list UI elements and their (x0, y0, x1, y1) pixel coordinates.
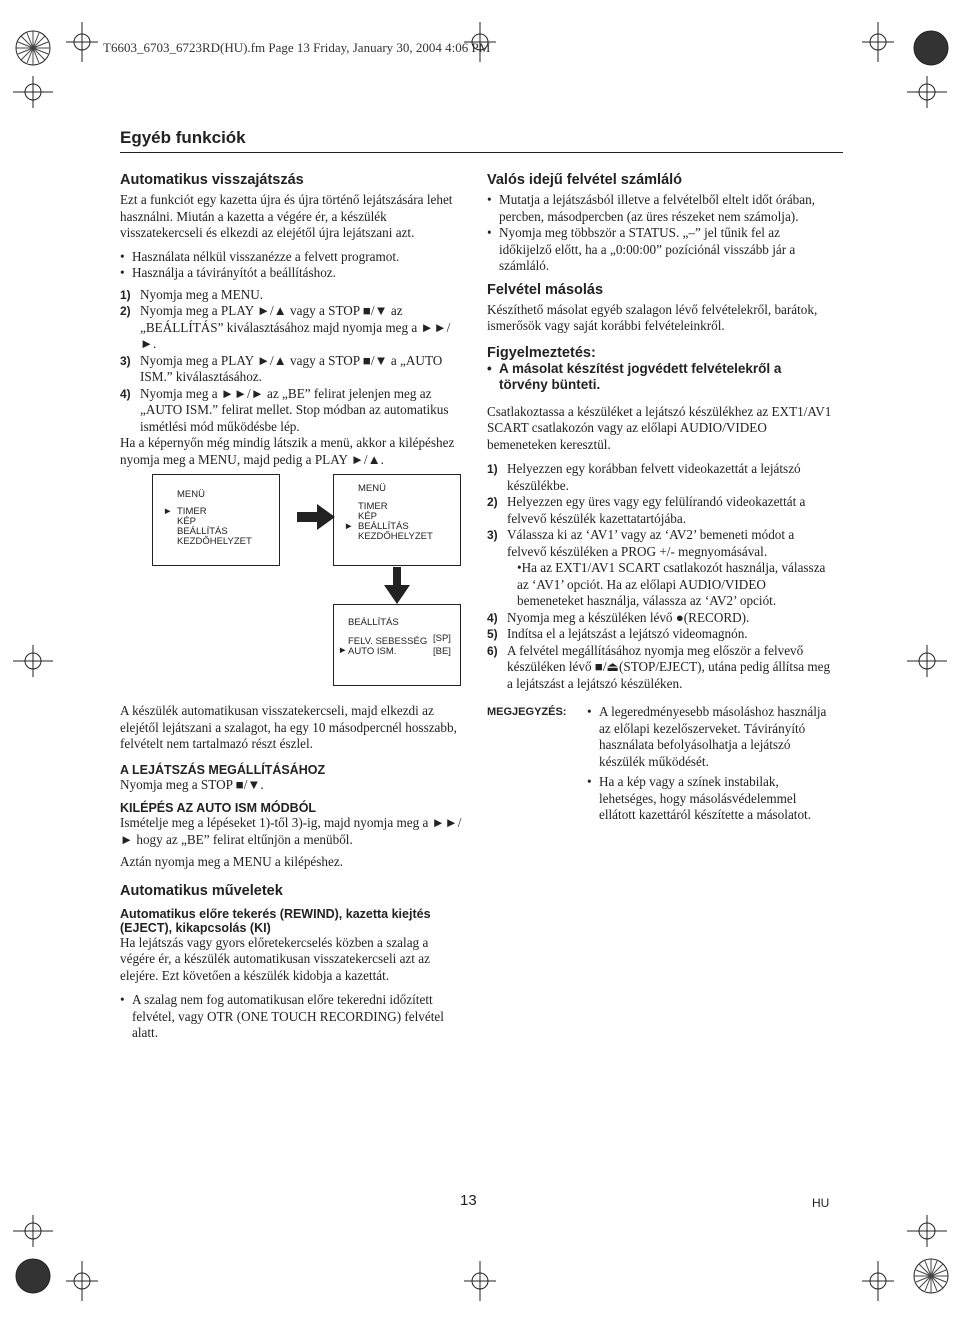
exit-title: KILÉPÉS AZ AUTO ISM MÓDBÓL (120, 801, 317, 815)
menu-screen-1 (152, 474, 280, 566)
note-item: • A legeredményesebb másoláshoz használja az előlapi kezelőszerveket. Távirányító használata befolyásolhatja a lejátszó készülék működését. (587, 704, 827, 769)
auto-rewind-title: Automatikus előre tekerés (REWIND), kazetta kiejtés (EJECT), kikapcsolás (KI) (120, 906, 431, 935)
stop-text: Nyomja meg a STOP ■/▼. (120, 776, 264, 792)
note-item: • Ha a kép vagy a színek instabilak, lehetséges, hogy másolásvédelemmel ellátott kazettáról készítette a másolatot. (587, 774, 812, 822)
menu-screen-2 (333, 474, 461, 566)
menu-title: BEÁLLÍTÁS (348, 617, 399, 628)
menu-value: [SP] (433, 633, 451, 644)
menu-item: KÉP (358, 511, 378, 522)
list-item: • Nyomja meg többször a STATUS. „–” jel tűnik fel az időkijelző előtt, ha a „0:00:00” pozíciónál visszább jár a számláló. (487, 225, 796, 273)
notes-block (487, 704, 832, 824)
auto-play-intro: Ezt a funkciót egy kazetta újra és újra történő lejátszására lehet használni. Miután a kazetta a végére ér, a készülék visszatekercseli és elkezdi az elejétől újra lejátszani azt. (120, 192, 453, 240)
menu-title: MENÜ (358, 483, 386, 494)
menu-item: KEZDŐHELYZET (358, 531, 433, 542)
arrow-down-icon (383, 567, 411, 605)
menu-item: BEÁLLÍTÁS (177, 526, 228, 537)
menu-item: BEÁLLÍTÁS (358, 521, 409, 532)
step-item: 4) Nyomja meg a ►►/► az „BE” felirat jelenjen meg az „AUTO ISM.” felirat mellet. Stop módban az automatikus ismétlési mód működésbe lép. (120, 385, 449, 434)
step-item: 3) Válassza ki az ‘AV1’ vagy az ‘AV2’ bemeneti módot a felvevő készüléken a PROG +/- megnyomásával. (487, 527, 795, 559)
copy-title: Felvétel másolás (487, 281, 604, 298)
menu-item: AUTO ISM. (348, 646, 397, 657)
step-item: 4) Nyomja meg a készüléken lévő ●(RECORD). (487, 609, 750, 625)
list-item: • Használata nélkül visszanézze a felvett programot. (120, 248, 400, 264)
menu-item: TIMER (177, 506, 207, 517)
step-item: 5) Indítsa el a lejátszást a lejátszó videomagnón. (487, 626, 748, 641)
step-item: 6) A felvétel megállításához nyomja meg először a felvevő készüléken lévő ■/⏏(STOP/EJECT), utána pedig állítsa meg a lejátszást a lejátszó készüléken. (487, 642, 831, 691)
exit-note: Ha a képernyőn még mindig látszik a menü, akkor a kilépéshez nyomja meg a MENU, majd pedig a PLAY ►/▲. (120, 435, 455, 467)
menu-item: FELV. SEBESSÉG (348, 636, 428, 647)
page-number: 13 (460, 1192, 477, 1209)
right-column (487, 172, 832, 824)
arrow-right-icon (297, 502, 337, 532)
menu-title: MENÜ (177, 489, 205, 500)
auto-rewind-text: Ha lejátszás vagy gyors előretekercselés közben a szalag a végére ér, a készülék automatikusan visszatekercseli azt az elejére. Ezt követően a készülék kidobja a kazettát. (120, 934, 430, 983)
step-item: 3) Nyomja meg a PLAY ►/▲ vagy a STOP ■/▼ a „AUTO ISM.” kiválasztásához. (120, 352, 443, 384)
language-code: HU (812, 1196, 830, 1210)
auto-ops-title: Automatikus műveletek (120, 882, 283, 899)
step-item: 1) Helyezzen egy korábban felvett videokazettát a lejátszó készülékbe. (487, 461, 801, 493)
file-header: T6603_6703_6723RD(HU).fm Page 13 Friday, January 30, 2004 4:06 PM (103, 40, 491, 55)
step-item: 2) Helyezzen egy üres vagy egy felülírandó videokazettát a felvevő készülék kazettatartójába. (487, 494, 806, 526)
list-item: • Mutatja a lejátszásból illetve a felvételből eltelt időt órában, percben, másodpercben (az üres részeket nem számolja). (487, 192, 816, 224)
menu-screen-3 (333, 604, 461, 686)
section-title: Egyéb funkciók (120, 128, 246, 147)
warning-title: Figyelmeztetés: (487, 344, 596, 361)
warning-item: • A másolat készítést jogvédett felvételekről a törvény bünteti. (487, 360, 782, 392)
left-column (120, 172, 465, 468)
menu-item: KEZDŐHELYZET (177, 536, 252, 547)
title-rule (120, 152, 843, 153)
stop-title: A LEJÁTSZÁS MEGÁLLÍTÁSÁHOZ (120, 762, 326, 777)
menu-cursor: ► (338, 645, 348, 656)
exit-text-2: Aztán nyomja meg a MENU a kilépéshez. (120, 854, 344, 869)
step-item: 2) Nyomja meg a PLAY ►/▲ vagy a STOP ■/▼ az „BEÁLLÍTÁS” kiválasztásához majd nyomja meg a ►►/►. (120, 303, 451, 351)
list-item: • Használja a távirányítót a beállításhoz. (120, 265, 336, 280)
auto-play-title: Automatikus visszajátszás (120, 172, 304, 188)
menu-item: KÉP (177, 516, 197, 527)
menu-item: TIMER (358, 501, 388, 512)
after-menu-text: A készülék automatikusan visszatekercseli, majd elkezdi az elejétől lejátszani a szalagot, ha egy 10 másodpercnél hosszabb, felvételt nem tartalmazó részt észlel. (120, 703, 457, 751)
step-item: •Ha az EXT1/AV1 SCART csatlakozót használja, válassza az ‘AV1’ opciót. Ha az előlapi AUDIO/VIDEO bemeneteket használja, válassza az ‘AV2’ opciót. (517, 560, 826, 608)
note-label: MEGJEGYZÉS: (487, 706, 567, 718)
menu-value: [BE] (433, 646, 451, 657)
exit-text: Ismételje meg a lépéseket 1)-től 3)-ig, majd nyomja meg a ►►/► hogy az „BE” felirat eltűnjön a menüből. (120, 815, 462, 847)
left-column-lower (120, 703, 465, 1042)
counter-title: Valós idejű felvétel számláló (487, 172, 683, 188)
copy-text: Készíthető másolat egyéb szalagon lévő felvételekről, barátok, ismerősök vagy saját korábbi felvételeinkről. (487, 301, 818, 333)
menu-cursor: ► (163, 506, 173, 517)
step-item: 1) Nyomja meg a MENU. (120, 286, 264, 302)
menu-cursor: ► (344, 521, 354, 532)
connect-text: Csatlakoztassa a készüléket a lejátszó készülékhez az EXT1/AV1 SCART csatlakozón vagy az előlapi AUDIO/VIDEO bemeneteken keresztül. (487, 403, 832, 452)
list-item: • A szalag nem fog automatikusan előre tekeredni időzített felvétel, vagy OTR (ONE TOUCH RECORDING) felvétel alatt. (120, 992, 444, 1040)
